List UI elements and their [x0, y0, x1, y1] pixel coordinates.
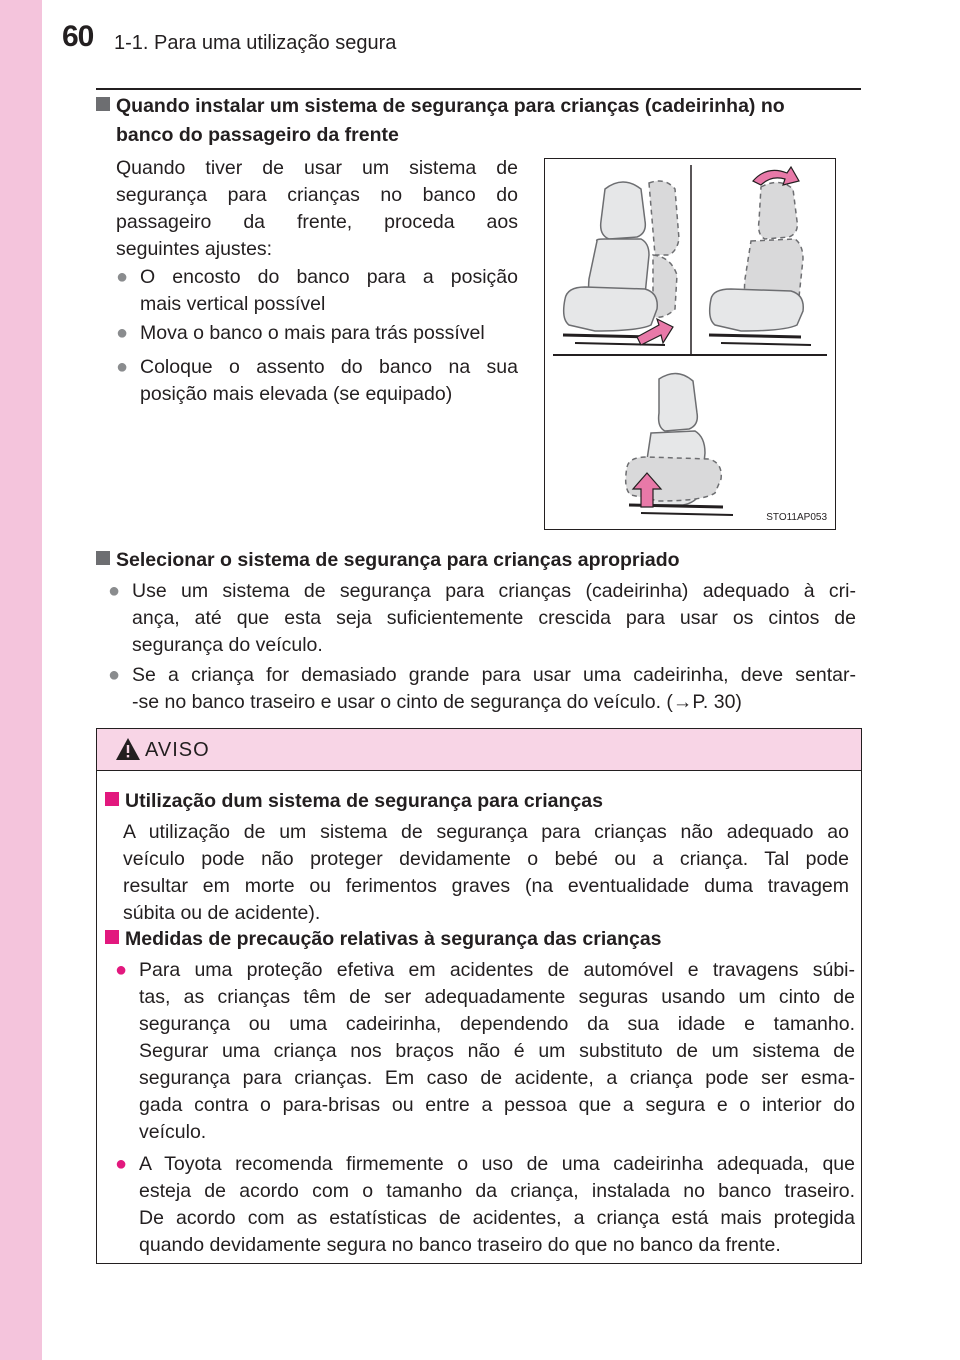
front-seat-heading: Quando instalar um sistema de segurança para crianças (cadeirinha) no banco do passageiro da frente — [96, 92, 866, 150]
round-bullet-icon: ● — [115, 1153, 128, 1175]
warning-label: AVISO — [145, 739, 210, 761]
list-item: ● O encosto do banco para a posição mais vertical possível — [116, 266, 518, 315]
page-number: 60 — [62, 20, 94, 53]
warning-triangle-icon — [115, 737, 141, 761]
seat-illustration — [545, 159, 835, 529]
list-item: ● Se a criança for demasiado grande para usar uma cadeirinha, deve sentar- -se no banco traseiro e usar o cinto de segurança do veículo. (→P. 30) — [108, 664, 856, 713]
square-bullet-icon — [96, 551, 110, 565]
section-title: 1-1. Para uma utilização segura — [114, 32, 397, 54]
warning-header — [97, 729, 861, 771]
seat-adjustment-figure — [544, 158, 836, 530]
warning-heading-1: Utilização dum sistema de segurança para crianças — [105, 787, 855, 816]
square-bullet-icon — [105, 930, 119, 944]
side-color-strip — [0, 0, 42, 1360]
header-divider — [96, 88, 861, 90]
round-bullet-icon: ● — [108, 580, 121, 602]
warning-box — [96, 728, 862, 1264]
warning-paragraph-1: A utilização de um sistema de segurança para crianças não adequado ao veículo pode não proteger devidamente o bebé ou a criança. Tal pode resultar em morte ou ferimentos graves (na eventualidade duma travagem súbita ou de acidente). — [123, 821, 849, 924]
round-bullet-icon: ● — [116, 266, 129, 288]
round-bullet-icon: ● — [108, 664, 121, 686]
square-bullet-icon — [96, 97, 110, 111]
list-item: ● Coloque o assento do banco na sua posição mais elevada (se equipado) — [116, 356, 518, 405]
figure-code: STO11AP053 — [766, 512, 827, 523]
list-item: ● Mova o banco o mais para trás possível — [116, 320, 526, 347]
list-item: ● Para uma proteção efetiva em acidentes de automóvel e travagens súbi- tas, as crianças têm de ser adequadamente seguras usando um cinto de segurança ou uma cadeirinha, dependendo da sua idade e tamanho. Segurar uma criança nos braços não é um substituto de um sistema de segurança para crianças. Em caso de acidente, a criança pode ser esma- gada contra o para-brisas ou entre a pessoa que a segura e o interior do veículo. — [115, 959, 855, 1143]
round-bullet-icon: ● — [116, 356, 129, 378]
warning-heading-2: Medidas de precaução relativas à segurança das crianças — [105, 925, 855, 954]
list-item: ● A Toyota recomenda firmemente o uso de uma cadeirinha adequada, que esteja de acordo com o tamanho da criança, instalada no banco traseiro. De acordo com as estatísticas de acidentes, a criança está mais protegida quando devidamente segura no banco traseiro do que no banco da frente. — [115, 1153, 855, 1256]
seat-recline-drawing — [563, 181, 679, 345]
list-item: ● Use um sistema de segurança para crianças (cadeirinha) adequado à cri- ança, até que esta seja suficientemente crescida para usar os cintos de segurança do veículo. — [108, 580, 856, 656]
seat-upright-drawing — [709, 182, 811, 345]
select-heading: Selecionar o sistema de segurança para crianças apropriado — [96, 546, 866, 575]
round-bullet-icon: ● — [115, 959, 128, 981]
square-bullet-icon — [105, 792, 119, 806]
front-seat-intro: Quando tiver de usar um sistema de segurança para crianças no banco do passageiro da frente, proceda aos seguintes ajustes: — [116, 157, 518, 260]
round-bullet-icon: ● — [116, 322, 129, 344]
